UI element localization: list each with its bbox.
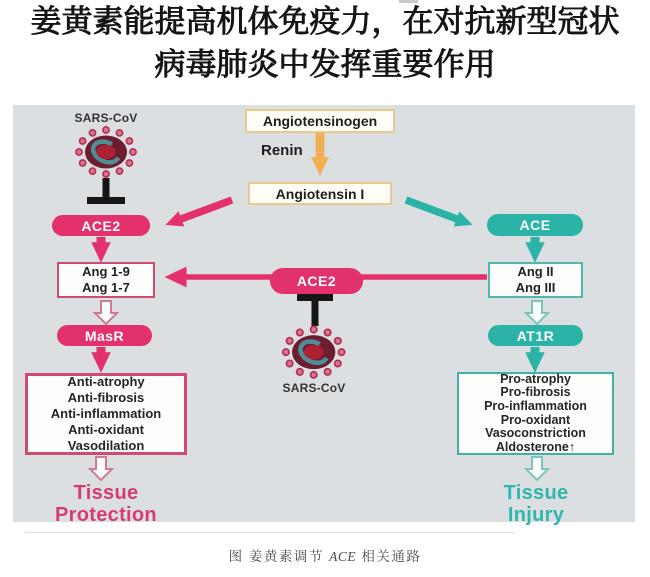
ang19-ang17-box <box>57 262 155 298</box>
ace2-left-pill: ACE2 <box>52 215 150 236</box>
arrow-angiotensin1-to-ace2 <box>173 200 232 222</box>
anti-effect-line: Anti-fibrosis <box>67 390 145 405</box>
pro-effect-line: Pro-fibrosis <box>500 385 571 400</box>
ang-ii-label: Ang II <box>517 264 554 279</box>
masr-pill: MasR <box>57 325 152 346</box>
arrow-angiotensin1-to-ace <box>406 200 465 222</box>
tissue-protection-label: Tissue Protection <box>55 482 157 526</box>
renin-label: Renin <box>261 142 303 159</box>
sars-cov-label-top: SARS-CoV <box>74 111 138 125</box>
at1r-pill: AT1R <box>488 325 583 346</box>
ang-1-9-label: Ang 1-9 <box>82 264 130 279</box>
article-title-line2: 病毒肺炎中发挥重要作用 <box>154 47 496 82</box>
pro-effect-line: Aldosterone↑ <box>495 439 576 454</box>
anti-effects-box <box>25 373 187 455</box>
ang-iii-label: Ang III <box>515 280 556 295</box>
angiotensin-i-box: Angiotensin I <box>248 182 392 205</box>
arrow-ang19-to-masr <box>95 301 117 324</box>
figure-caption: 图 姜黄素调节 ACE 相关通路 <box>228 549 422 564</box>
flow-arrows-layer <box>13 105 635 522</box>
sars-cov-virus-icon <box>76 127 136 177</box>
sars-cov-label-center: SARS-CoV <box>282 381 346 395</box>
article-title <box>0 0 650 86</box>
tissue-injury-label: Tissue Injury <box>503 482 569 526</box>
anti-effect-line: Vasodilation <box>67 438 145 453</box>
pro-effect-line: Pro-oxidant <box>500 412 571 427</box>
arrow-anti-to-tissue-protection <box>90 457 112 480</box>
caption-ace-italic: ACE <box>329 549 357 564</box>
anti-effect-line: Anti-oxidant <box>68 422 144 437</box>
arrow-pro-to-tissue-injury <box>526 457 548 480</box>
arrow-angii-to-at1r <box>526 301 548 324</box>
sars-cov-virus-icon <box>283 326 345 378</box>
pro-effect-line: Vasoconstriction <box>485 426 586 441</box>
pro-effect-line: Pro-atrophy <box>500 371 571 386</box>
caption-separator-line <box>25 532 515 533</box>
anti-effect-line: Anti-atrophy <box>67 374 145 389</box>
anti-effect-line: Anti-inflammation <box>50 406 162 421</box>
ace-pill: ACE <box>487 214 583 236</box>
angii-angiii-box <box>488 262 583 298</box>
pathway-diagram-panel <box>13 105 635 526</box>
article-title-line1: 姜黄素能提高机体免疫力，在对抗新型冠状 <box>30 4 620 39</box>
angiotensinogen-box: Angiotensinogen <box>245 109 395 133</box>
pro-effects-box <box>457 372 614 455</box>
pro-effect-line: Pro-inflammation <box>484 398 587 413</box>
ang-1-7-label: Ang 1-7 <box>82 280 130 295</box>
ace2-center-pill: ACE2 <box>270 268 363 294</box>
